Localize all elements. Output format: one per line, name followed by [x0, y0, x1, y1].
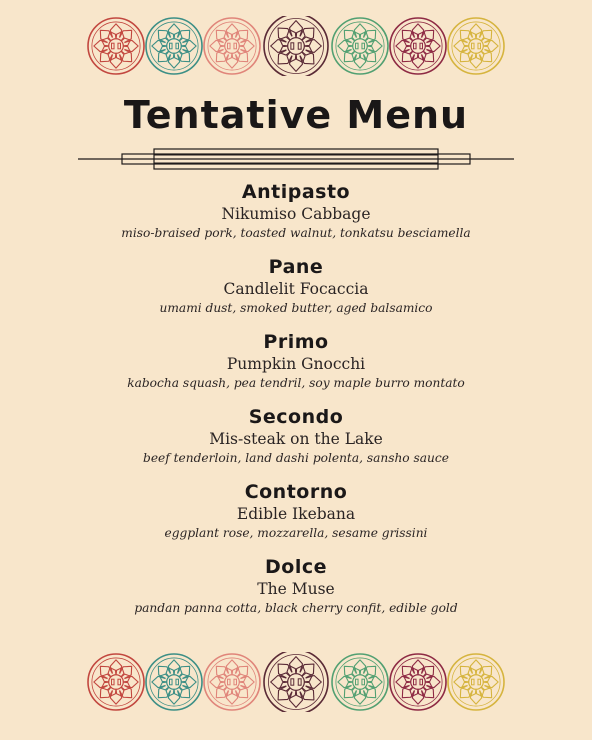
- course-list: [0, 180, 592, 630]
- medallion-ornament: [448, 18, 504, 74]
- dish-description: beef tenderloin, land dashi polenta, sansho sauce: [143, 451, 449, 465]
- course-heading: Contorno: [244, 481, 348, 503]
- menu-title: Tentative Menu: [123, 93, 469, 137]
- dish-name: Nikumiso Cabbage: [221, 205, 371, 223]
- dish-name: Pumpkin Gnocchi: [226, 355, 366, 373]
- bottom-medallion-border: [0, 652, 592, 712]
- dish-name: Mis-steak on the Lake: [209, 430, 383, 448]
- dish-name: The Muse: [257, 580, 335, 598]
- medallion-ornament: [264, 652, 328, 712]
- medallion-ornament: [204, 654, 260, 710]
- medallion-ornament: [332, 18, 388, 74]
- course-heading: Pane: [268, 256, 324, 278]
- dish-description: kabocha squash, pea tendril, soy maple burro montato: [127, 376, 465, 390]
- course-pane: [0, 255, 592, 330]
- dish-name: Edible Ikebana: [236, 505, 356, 523]
- course-secondo: [0, 405, 592, 480]
- medallion-ornament: [332, 654, 388, 710]
- dish-description: umami dust, smoked butter, aged balsamico: [159, 301, 433, 315]
- medallion-ornament: [390, 654, 446, 710]
- medallion-ornament: [264, 16, 328, 76]
- medallion-ornament: [146, 18, 202, 74]
- title-divider: [78, 146, 514, 172]
- medallion-ornament: [448, 654, 504, 710]
- course-primo: [0, 330, 592, 405]
- course-heading: Primo: [263, 331, 329, 353]
- medallion-ornament: [204, 18, 260, 74]
- medallion-ornament: [146, 654, 202, 710]
- dish-name: Candlelit Focaccia: [223, 280, 369, 298]
- course-dolce: [0, 555, 592, 630]
- course-contorno: [0, 480, 592, 555]
- dish-description: eggplant rose, mozzarella, sesame grissini: [164, 526, 428, 540]
- dish-description: pandan panna cotta, black cherry confit, edible gold: [134, 601, 458, 615]
- medallion-ornament: [88, 18, 144, 74]
- course-heading: Antipasto: [241, 181, 351, 203]
- course-heading: Secondo: [248, 406, 344, 428]
- medallion-ornament: [390, 18, 446, 74]
- medallion-ornament: [88, 654, 144, 710]
- dish-description: miso-braised pork, toasted walnut, tonkatsu besciamella: [121, 226, 471, 240]
- course-antipasto: [0, 180, 592, 255]
- course-heading: Dolce: [265, 556, 327, 578]
- top-medallion-border: [0, 16, 592, 76]
